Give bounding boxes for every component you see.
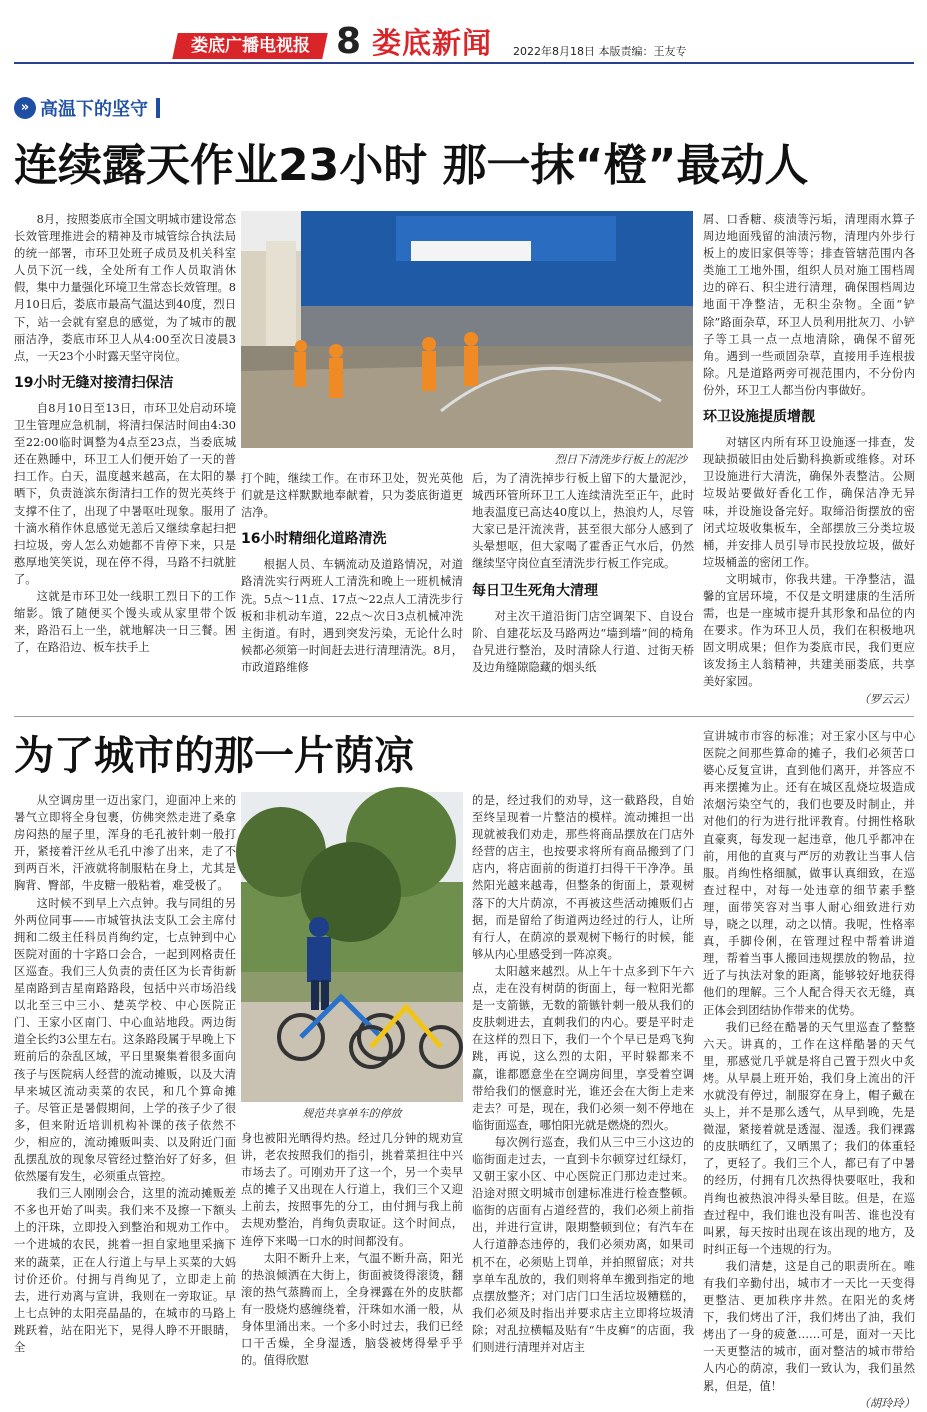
- page-number: 8: [336, 21, 362, 62]
- article1-column-1: [14, 211, 236, 702]
- paragraph: 对辖区内所有环卫设施逐一排查，发现缺损破旧由处后勤科换新或维修。对环卫设施进行大清洗，确保外表整洁。公厕垃圾站要做好香化工作，确保洁净无异味，并设施设备完好。取缔沿街摆放的密闭式垃圾收集板车，全部摆放三分类垃圾桶，并安排人员引导市民投放垃圾，做好垃圾桶盖的密闭工作。: [703, 436, 915, 569]
- article1-column-4: [703, 211, 915, 711]
- article1-column-2: [241, 470, 463, 702]
- article2-photo-caption: 规范共享单车的停放: [302, 1107, 402, 1120]
- paragraph: 打个盹，继续工作。在市环卫处，贺光英他们就是这样默默地奉献着，只为娄底街道更洁净。: [241, 472, 463, 520]
- article2-column-2: [241, 1130, 463, 1396]
- paragraph: 自8月10日至13日，市环卫处启动环境卫生管理应急机制，将清扫保洁时间由4:30至22:00临时调整为4点至23点，当委底城还在熟睡中，环卫工人们便开始了一天的普扫工作。白天，温度越来越高，在太阳的暴晒下，负责涟滨东街清扫工作的贺光英终于支撑不住了，出现了中暑呕吐现象。服用了十滴水稍作休息感觉无恙后又继续拿起扫把扫垃圾，旁人怎么劝她都不肯停下来，只是憨厚地笑笑说，现在停不得，马路不扫就脏了。: [14, 401, 236, 586]
- paragraph: 身也被阳光晒得灼热。经过几分钟的规劝宣讲，老农按照我们的指引，挑着菜担往中兴市场去了。可刚劝开了这一个，另一个卖早点的摊子又出现在人行道上，我们三个又迎上前去，按照事先的分工，由付拥与我上前去规劝整治，肖绚负责取证。这个时间点，连停下来喝一口水的时间都没有。: [241, 1132, 463, 1248]
- subheading: 19小时无缝对接清扫保洁: [14, 374, 174, 391]
- subheading: 每日卫生死角大清理: [472, 582, 598, 599]
- subheading: 16小时精细化道路清洗: [241, 531, 387, 548]
- paragraph: 每次例行巡查，我们从三中三小这边的临街面走过去，一直到卡尔顿穿过红绿灯，又朝王家小区、中心医院正门那边走过来。沿途对照文明城市创建标准进行检查整顿。临街的店面有占道经营的，我们必须上前指出，并进行宣讲，限期整顿到位；有汽车在人行道静态违停的，我们必须劝离，如果司机不在，必须贴上罚单，并拍照留底；对共享单车乱放的，我们则将单车搬到指定的地点摆放整齐；对门店门口生活垃圾糟糕的，我们必须及时指出并要求店主立即将垃圾清除；对乱拉横幅及贴有“牛皮癣”的店面，我们则进行清理并对店主: [472, 1135, 694, 1354]
- subheading: 环卫设施提质增靓: [703, 409, 815, 426]
- paragraph: 后，为了清洗掉步行板上留下的大量泥沙，城西环管所环卫工人连续清洗至正午，此时地表温度已高达40度以上，热浪灼人，尽管大家已是汗流浃背，甚至很大部分人感到了头晕想呕，但大家喝了霍香正气水后，仍然继续坚守岗位直至清洗步行板工作完成。: [472, 472, 694, 571]
- article2-column-3: [472, 792, 694, 1396]
- article1-photo-caption: 烈日下清洗步行板上的泥沙: [555, 453, 687, 466]
- paragraph: 我们三人刚刚会合，这里的流动摊贩差不多也开始了叫卖。我们来不及擦一下额头上的汗珠，立即投入到整治和规劝工作中。一个进城的农民，挑着一担自家地里采摘下来的蔬菜，正在人行道上与早上买菜的大妈讨价还价。付拥与肖绚见了，立即走上前去，进行劝离与宣讲，我则在一旁取证。早上七点钟的太阳亮晶晶的，在城市的马路上跳跃着，站在阳光下，晃得人睁不开眼睛，全: [14, 1187, 236, 1354]
- byline: （罗云云）: [858, 692, 915, 706]
- series-bar: [156, 98, 160, 118]
- paragraph: 的是，经过我们的劝导，这一截路段，自始至终呈现着一片整洁的模样。流动摊担一出现就被我们劝走，那些将商品摆放在门店外经营的店主，也按要求将所有商品搬到了门店内，将店面前的街道打扫得干干净净。虽然阳光越来越毒，但整条的街面上，景观树落下的大片荫凉，不再被这些活动摊贩们占据，而是留给了街道两边经过的行人，让所有行人，在荫凉的景观树下畅行的时候，能够从内心里感受到一阵凉爽。: [472, 794, 694, 961]
- paragraph: 从空调房里一迈出家门，迎面冲上来的暑气立即将全身包裹，仿佛突然走进了桑拿房闷热的屋子里，浑身的毛孔被针刺一般打开，紧接着汗丝从毛孔中渗了出来，走了不到两百米，汗液就将制服粘在身上，尤其是胸背、臀部，牛皮糖一般粘着，难受极了。: [14, 794, 236, 893]
- date-editor-line: 2022年8月18日 本版责编：王友专: [513, 45, 687, 58]
- article2-headline: 为了城市的那一片荫凉: [14, 733, 414, 779]
- paragraph: 根据人员、车辆流动及道路情况，对道路清洗实行两班人工清洗和晚上一班机械清洗。5点～11点、17点～22点人工清洗步行板和非机动车道，22点～次日3点机械冲洗主街道。有时，遇到突发污染，无论什么时候都必须第一时间赶去进行清理清洗。8月，市政道路维修: [241, 558, 463, 674]
- paragraph: 这就是市环卫处一线职工烈日下的工作缩影。饿了随便买个馒头或从家里带个饭来，路沿石上一坐，就地解决一日三餐。困了，在路沿边、板车扶手上: [14, 589, 236, 655]
- paragraph: 文明城市，你我共建。干净整洁，温馨的宜居环境，不仅是文明建康的生活所需，也是一座城市提升其形象和品位的内在要求。作为环卫人员，我们在积极地巩固文明成果；但作为娄底市民，我们更应该发扬主人翁精神，共建美丽娄底，共享美好家园。: [703, 572, 915, 689]
- street-cleaning-photo: [241, 211, 693, 448]
- paragraph: 我们清楚，这是自己的职责所在。唯有我们辛勤付出，城市才一天比一天变得更整洁、更加秩序井然。在阳光的炙烤下，我们烤出了汗，我们烤出了油，我们烤出了一身的疲惫……可是，面对一天比一天更整洁的城市，面对整洁的城市带给人内心的荫凉，我们一致认为，我们虽然累，但是，值！: [703, 1259, 915, 1393]
- article1-headline: 连续露天作业23小时 那一抹“橙”最动人: [14, 140, 809, 191]
- series-tag: [14, 94, 160, 122]
- section-name: 娄底新闻: [372, 26, 493, 60]
- article2-column-1: [14, 792, 236, 1396]
- byline: （胡玲玲）: [858, 1396, 915, 1410]
- series-label: 高温下的坚守: [40, 99, 148, 120]
- paragraph: 这时候不到早上六点钟。我与同组的另外两位同事——市城管执法支队工会主席付拥和二级主任科员肖绚约定，七点钟到中心医院对面的十字路口会合，一起到网格责任区巡查。我们三人负责的责任区为长青街新星南路到吉星南路路段，包括中兴市场沿线以北至三中三小、楚英学校、中心医院正门、王家小区南门、中心血站地段。两边街道全长约3公里左右。这条路段属于早晚上下班前后的杂乱区域，平日里聚集着很多面向孩子与医院病人经营的流动摊贩，以及大清早来城区流动卖菜的农民，和几个算命摊子。尽管正是暑假期间，上学的孩子少了很多，但来附近培训机构补课的孩子依然不少，相应的，流动摊贩叫卖、以及附近门面乱摆乱放的现象尽管经过整治好了好多，但依然屡有发生，必须重点管控。: [14, 896, 236, 1184]
- section-divider: [14, 716, 914, 717]
- masthead-rule: [14, 62, 914, 64]
- article2-photo: [241, 792, 463, 1102]
- paragraph: 太阳越来越烈。从上午十点多到下午六点，走在没有树荫的街面上，每一粒阳光都是一支箭镞，无数的箭镞针刺一般从我们的皮肤刺进去，直刺我们的内心。要是平时走在这样的烈日下，我们一个个早已是鸡飞狗跳，再说，这么烈的太阳，平时躲都来不赢，谁都愿意坐在空调房间里，享受着空调带给我们的惬意时光，谁还会在大街上走来走去？可是，现在，我们必须一刻不停地在临街面巡查，哪怕阳光就是燃烧的烈火。: [472, 964, 694, 1132]
- bike-parking-photo: [241, 792, 463, 1102]
- article1-photo: [241, 211, 693, 448]
- article2-column-4: [703, 728, 915, 1410]
- chevron-right-icon: »: [14, 97, 36, 119]
- station-logo: 娄底广播电视报: [172, 33, 328, 59]
- article1-column-3: [472, 470, 694, 702]
- paragraph: 对主次干道沿街门店空调架下、自设台阶、自建花坛及马路两边“墙到墙”间的椅角旮旯进行整治，及时清除人行道、过街天桥及边角缝隙隐藏的烟头纸: [472, 609, 694, 674]
- paragraph: 太阳不断升上来，气温不断升高，阳光的热浪倾洒在大街上，街面被烫得滚烫，翻滚的热气蒸腾而上，全身裸露在外的皮肤都有一股烧灼感缠绕着，汗珠如水涌一般，从身体里涌出来。一个多小时过去，我们已经口干舌燥，全身湿透，脑袋被烤得晕乎乎的。值得欣慰: [241, 1251, 463, 1368]
- paragraph: 我们已经在酷暑的天气里巡查了整整六天。讲真的，工作在这样酷暑的天气里，那感觉几乎就是将自己置于烈火中炙烤。从早晨上班开始，我们身上流出的汗水就没有停过，制服穿在身上，帽子戴在头上，并不是那么透气，从早到晚，先是微湿，紧接着就是透湿、湿透。我们裸露的皮肤晒红了，又晒黑了；我们的体重轻了，更轻了。我们三个人，都已有了中暑的经历，付拥有几次热得快要呕吐，我和肖绚也被热浪冲得头晕目眩。但是，在巡查过程中，我们谁也没有叫苦、谁也没有叫累，每天按时出现在该出现的地方，及时纠正每一个违规的行为。: [703, 1020, 915, 1256]
- paragraph: 宣讲城市市容的标准；对王家小区与中心医院之间那些算命的摊子，我们必须苦口婆心反复宣讲，直到他们离开，并答应不再来摆摊为止。还有在城区乱烧垃圾造成浓烟污染空气的，我们也要及时制止，并对他们的行为进行批评教育。付拥性格耿直豪爽，每发现一起违章，他几乎都冲在前，用他的直爽与严厉的劝教让当事人信服。肖绚性格细腻，做事认真细致，在巡查过程中，对每一处违章的细节素手整理，面带笑容对当事人耐心细致进行劝导，晓之以理，动之以情。我呢，性格率真，手脚伶俐，在管理过程中帮着讲道理，帮着当事人搬回违规摆放的物品，拉近了与执法对象的距离，能够较好地获得他们的理解。三个人配合得天衣无缝，真正体会到团结协作带来的优势。: [703, 730, 915, 1017]
- paragraph: 屑、口香糖、痰渍等污垢，清理雨水算子周边地面残留的油渍污物，清理内外步行板上的废旧家俱等等；排查管辖范围内各类施工工地外围，组织人员对施工围档周边的碎石、积尘进行清理，确保围档周边地面干净整洁，无积尘杂物。全面“铲除”路面杂草，环卫人员利用批灰刀、小铲子等工具一点一点地清除，确保不留死角。遇到一些顽固杂草，直接用手连根拔除。凡是道路两旁可视范围内，不分份内份外，环卫工人都当份内事做好。: [703, 213, 915, 397]
- paragraph: 8月，按照娄底市全国文明城市建设常态长效管理推进会的精神及市城管综合执法局的统一部署，市环卫处班子成员及机关科室人员下沉一线，全处所有工作人员取消休假，集中力量强化环境卫生常态长效管理。8月10日后，娄底市最高气温达到40度，烈日下，站一会就有窒息的感觉，为了城市的靓丽洁净，娄底市环卫人从4:00至次日凌晨3点，一天23个小时露天坚守岗位。: [14, 213, 236, 363]
- masthead: [0, 0, 927, 64]
